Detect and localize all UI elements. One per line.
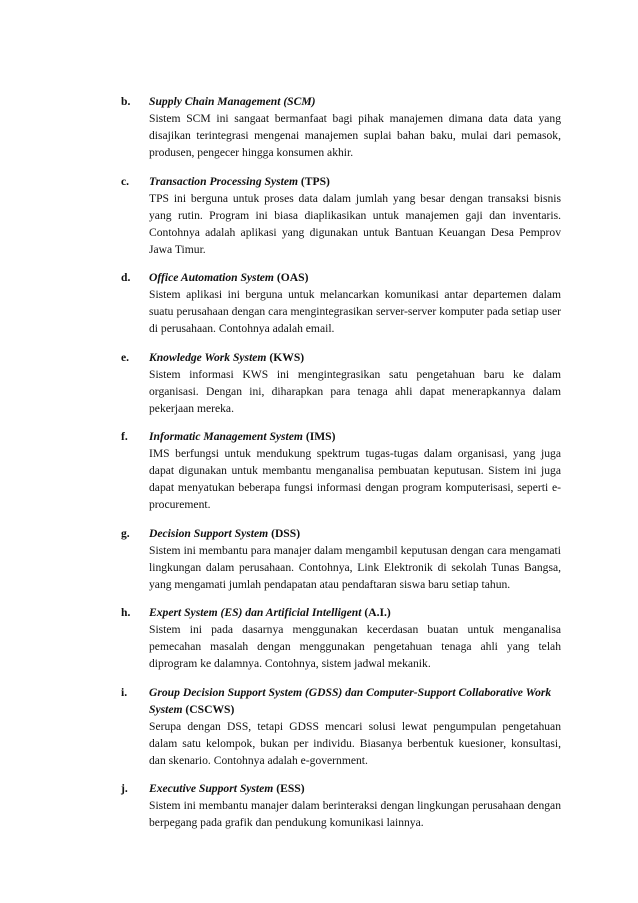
item-body: Sistem aplikasi ini berguna untuk melancarkan komunikasi antar departemen dalam suatu perusahaan dengan cara mengintegrasikan server-server komputer pada setiap user di perusahaan. Contohnya adalah email. — [149, 288, 561, 335]
item-body: Serupa dengan DSS, tetapi GDSS mencari solusi lewat pengumpulan pengetahuan dalam satu kelompok, bukan per individu. Biasanya berbentuk kuesioner, konsultasi, dan skenario. Contohnya adalah e-government. — [149, 719, 561, 767]
item-title: Executive Support System (ESS) — [149, 782, 305, 795]
list-item-scm — [121, 93, 561, 161]
list-marker: g. — [121, 526, 130, 540]
item-title: Office Automation System (OAS) — [149, 271, 309, 284]
list-item-oas — [121, 269, 561, 337]
list-marker: c. — [121, 174, 130, 188]
list-item-dss — [121, 525, 561, 593]
list-marker: e. — [121, 350, 130, 364]
item-body: Sistem ini pada dasarnya menggunakan kecerdasan buatan untuk menganalisa pemecahan masalah dengan menggunakan pengetahuan tenaga ahli yang telah diprogram ke dalamnya. Contohnya, sistem jadwal mekanik. — [149, 623, 561, 670]
item-body: Sistem informasi KWS ini mengintegrasikan satu pengetahuan baru ke dalam organisasi. Dengan ini, diharapkan para tenaga ahli dapat menerapkannya dalam pekerjaan mereka. — [149, 367, 561, 415]
list-item-kws — [121, 349, 561, 417]
list-item-tps — [121, 173, 561, 258]
list-item-es-ai — [121, 604, 561, 672]
item-title: Expert System (ES) dan Artificial Intelligent (A.I.) — [149, 606, 391, 619]
item-body: Sistem ini membantu para manajer dalam mengambil keputusan dengan cara mengamati lingkungan dalam perusahaan. Contohnya, Link Elektronik di sekolah Tunas Bangsa, yang mengamati jumlah pendapatan atau pendaftaran siswa baru setiap tahun. — [149, 543, 561, 591]
item-title: Decision Support System (DSS) — [149, 526, 301, 540]
list-marker: d. — [121, 271, 131, 284]
item-body: Sistem ini membantu manajer dalam berinteraksi dengan lingkungan perusahaan dengan berpegang pada grafik dan pendukung komunikasi lainnya. — [149, 799, 561, 829]
list-item-gdss-cscws — [121, 684, 561, 769]
list-marker: b. — [121, 95, 131, 108]
item-title: Transaction Processing System (TPS) — [149, 174, 330, 188]
item-title: Informatic Management System (IMS) — [149, 430, 336, 443]
list-marker: h. — [121, 606, 131, 619]
list-marker: i. — [121, 685, 128, 699]
list-item-ims — [121, 428, 561, 513]
item-title: Supply Chain Management (SCM) — [149, 95, 316, 108]
item-title: Group Decision Support System (GDSS) dan Computer-Support Collaborative Work System (CSCWS) — [149, 685, 552, 716]
list-marker: j. — [121, 782, 128, 795]
list-marker: f. — [121, 430, 128, 443]
item-body: Sistem SCM ini sangaat bermanfaat bagi pihak manajemen dimana data data yang disajikan terintegrasi mengenai manajemen suplai bahan baku, mulai dari pemasok, produsen, pengecer hingga konsumen akhir. — [149, 112, 561, 159]
list-item-ess — [121, 780, 561, 831]
item-body: IMS berfungsi untuk mendukung spektrum tugas-tugas dalam organisasi, yang juga dapat digunakan untuk membantu menganalisa pembuatan keputusan. Sistem ini juga dapat menyatukan beberapa fungsi informasi dengan program komputerisasi, seperti e-procurement. — [149, 447, 561, 511]
item-title: Knowledge Work System (KWS) — [149, 350, 305, 364]
item-body: TPS ini berguna untuk proses data dalam jumlah yang besar dengan transaksi bisnis yang rutin. Program ini biasa diaplikasikan untuk manajemen gaji dan inventaris. Contohnya adalah aplikasi yang digunakan untuk Bantuan Keuangan Desa Pemprov Jawa Timur. — [149, 191, 561, 256]
